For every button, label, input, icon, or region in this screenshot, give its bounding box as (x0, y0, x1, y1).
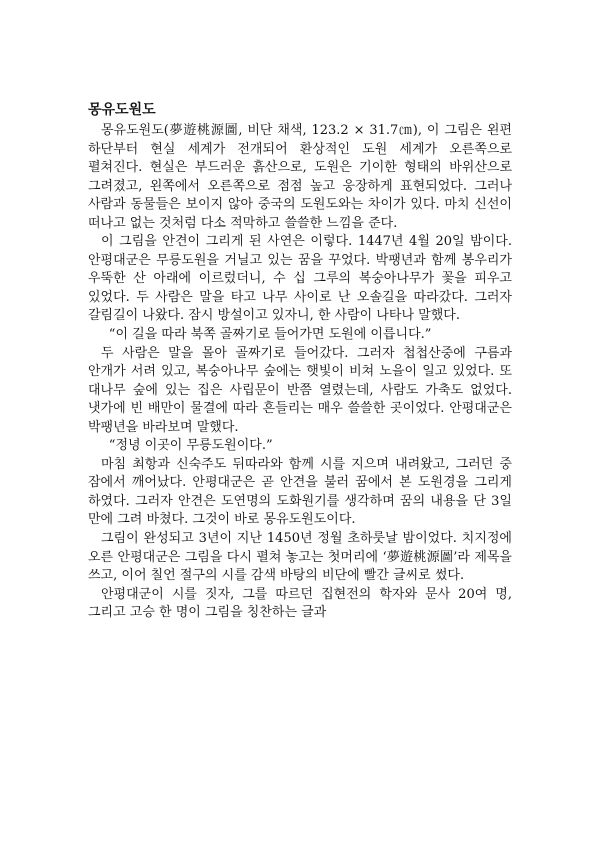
quote-north-valley: “이 길을 따라 북쪽 골짜기로 들어가면 도원에 이릅니다.” (108, 327, 432, 343)
paragraph-valley: 두 사람은 말을 몰아 골짜기로 들어갔다. 그러자 첩첩산중에 구름과 안개가 서려 있고, 복숭아나무 숲에는 햇빛이 비쳐 노을이 일고 있었다. 또 대나무 숲에 있는 집은 사립문이 반쯤 열렸는데, 사람도 가축도 없었다. 냇가에 빈 배만이 물결에 따라 흔들리는 매우 쓸쓸한 곳이었다. 안평대군은 박팽년을 바라보며 말했다. (88, 345, 512, 435)
paragraph-inscription: 그림이 완성되고 3년이 지난 1450년 정월 초하룻날 밤이었다. 치지정에 오른 안평대군은 그림을 다시 펼쳐 놓고는 첫머리에 ‘夢遊桃源圖’라 제목을 쓰고, 이어 칠언 절구의 시를 감색 바탕의 비단에 빨간 글씨로 썼다. (88, 531, 512, 584)
paragraph-story-origin: 이 그림을 안견이 그리게 된 사연은 이렇다. 1447년 4월 20일 밤이다. 안평대군은 무릉도원을 거닐고 있는 꿈을 꾸었다. 박팽년과 함께 봉우리가 우뚝한 산 아래에 이르렀더니, 수 십 그루의 복숭아나무가 꽃을 피우고 있었다. 두 사람은 말을 타고 나무 사이로 난 오솔길을 따라갔다. 그러자 갈림길이 나왔다. 잠시 방설이고 있자니, 한 사람이 나타나 말했다. (88, 234, 512, 324)
paragraph-awakening: 마침 최항과 신숙주도 뒤따라와 함께 시를 지으며 내려왔고, 그러던 중 잠에서 깨어났다. 안평대군은 곧 안견을 불러 꿈에서 본 도원경을 그리게 하였다. 그러자 안견은 도연명의 도화원기를 생각하며 꿈의 내용을 단 3일 만에 그려 바쳤다. 그것이 바로 몽유도원도이다. (88, 456, 512, 528)
document-title: 몽유도원도 (88, 102, 156, 118)
document-page (88, 100, 512, 623)
paragraph-intro: 몽유도원도(夢遊桃源圖, 비단 채색, 123.2 × 31.7㎝), 이 그림은 왼편 하단부터 현실 세계가 전개되어 환상적인 도원 세계가 오른쪽으로 펼쳐진다. 현실은 부드러운 흙산으로, 도원은 기이한 형태의 바위산으로 그려졌고, 왼쪽에서 오른쪽으로 점점 높고 웅장하게 표현되었다. 그러나 사람과 동물들은 보이지 않아 중국의 도원도와는 차이가 있다. 마치 신선이 떠나고 없는 것처럼 다소 적막하고 쓸쓸한 느낌을 준다. (88, 123, 512, 231)
paragraph-scholars: 안평대군이 시를 짓자, 그를 따르던 집현전의 학자와 문사 20여 명, 그리고 고승 한 명이 그림을 칭찬하는 글과 (88, 586, 512, 621)
quote-mureung-dowon: “정녕 이곳이 무릉도원이다.” (108, 438, 273, 454)
